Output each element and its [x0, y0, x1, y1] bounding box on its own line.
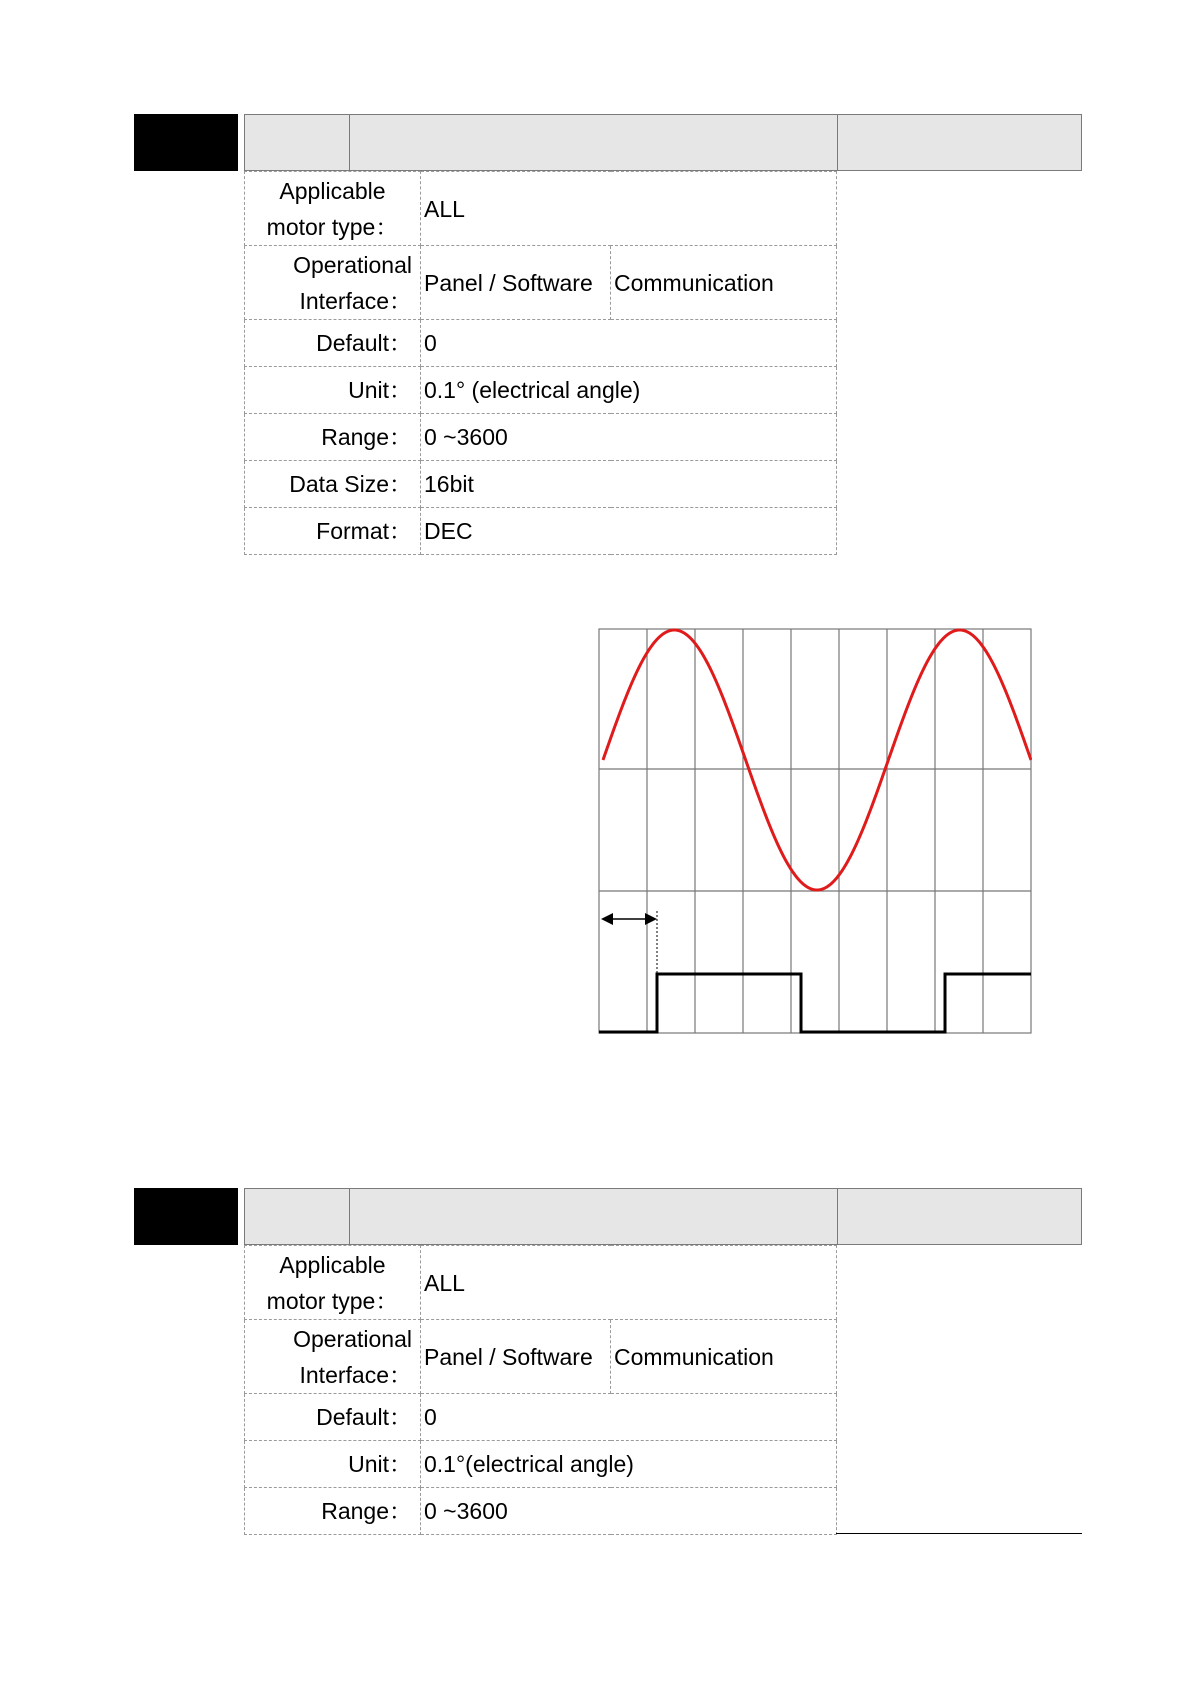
row-motor-type: [245, 1246, 837, 1320]
range-label: Range：: [245, 414, 421, 461]
row-format: [245, 508, 837, 555]
row-data-size: [245, 461, 837, 508]
interface-communication-value: Communication: [611, 246, 837, 320]
unit-value: 0.1° (electrical angle): [421, 367, 837, 414]
default-value: 0: [421, 1394, 837, 1441]
default-value: 0: [421, 320, 837, 367]
range-label: Range：: [245, 1488, 421, 1535]
default-label: Default：: [245, 1394, 421, 1441]
motor-type-label: Applicable motor type：: [245, 172, 421, 246]
data-size-value: 16bit: [421, 461, 837, 508]
row-range: [245, 414, 837, 461]
arrow-head-right: [645, 913, 657, 925]
grid-border: [599, 629, 1031, 1033]
unit-label: Unit：: [245, 1441, 421, 1488]
row-unit: [245, 367, 837, 414]
parameter-header-bar: [244, 1188, 1082, 1245]
interface-label: Operational Interface：: [245, 246, 421, 320]
parameter-code-badge: [134, 114, 238, 171]
parameter-table: [244, 1245, 837, 1535]
sine-wave: [603, 630, 1031, 890]
interface-panel-value: Panel / Software: [421, 1320, 611, 1394]
format-label: Format：: [245, 508, 421, 555]
row-motor-type: [245, 172, 837, 246]
unit-label: Unit：: [245, 367, 421, 414]
parameter-code-badge: [134, 1188, 238, 1245]
table-extension-line: [836, 1533, 1082, 1534]
default-label: Default：: [245, 320, 421, 367]
row-interface: [245, 1320, 837, 1394]
motor-type-value: ALL: [421, 172, 837, 246]
parameter-header-bar: [244, 114, 1082, 171]
row-interface: [245, 246, 837, 320]
waveform-diagram: [598, 628, 1032, 1034]
interface-communication-value: Communication: [611, 1320, 837, 1394]
motor-type-value: ALL: [421, 1246, 837, 1320]
row-default: [245, 1394, 837, 1441]
square-wave: [599, 974, 1031, 1032]
interface-label: Operational Interface：: [245, 1320, 421, 1394]
parameter-table: [244, 171, 837, 555]
range-value: 0 ~3600: [421, 1488, 837, 1535]
row-unit: [245, 1441, 837, 1488]
interface-panel-value: Panel / Software: [421, 246, 611, 320]
format-value: DEC: [421, 508, 837, 555]
motor-type-label: Applicable motor type：: [245, 1246, 421, 1320]
phase-offset-arrow: [601, 911, 657, 974]
unit-value: 0.1°(electrical angle): [421, 1441, 837, 1488]
arrow-head-left: [601, 913, 613, 925]
data-size-label: Data Size：: [245, 461, 421, 508]
row-range: [245, 1488, 837, 1535]
waveform-grid: [599, 629, 1031, 1033]
row-default: [245, 320, 837, 367]
range-value: 0 ~3600: [421, 414, 837, 461]
